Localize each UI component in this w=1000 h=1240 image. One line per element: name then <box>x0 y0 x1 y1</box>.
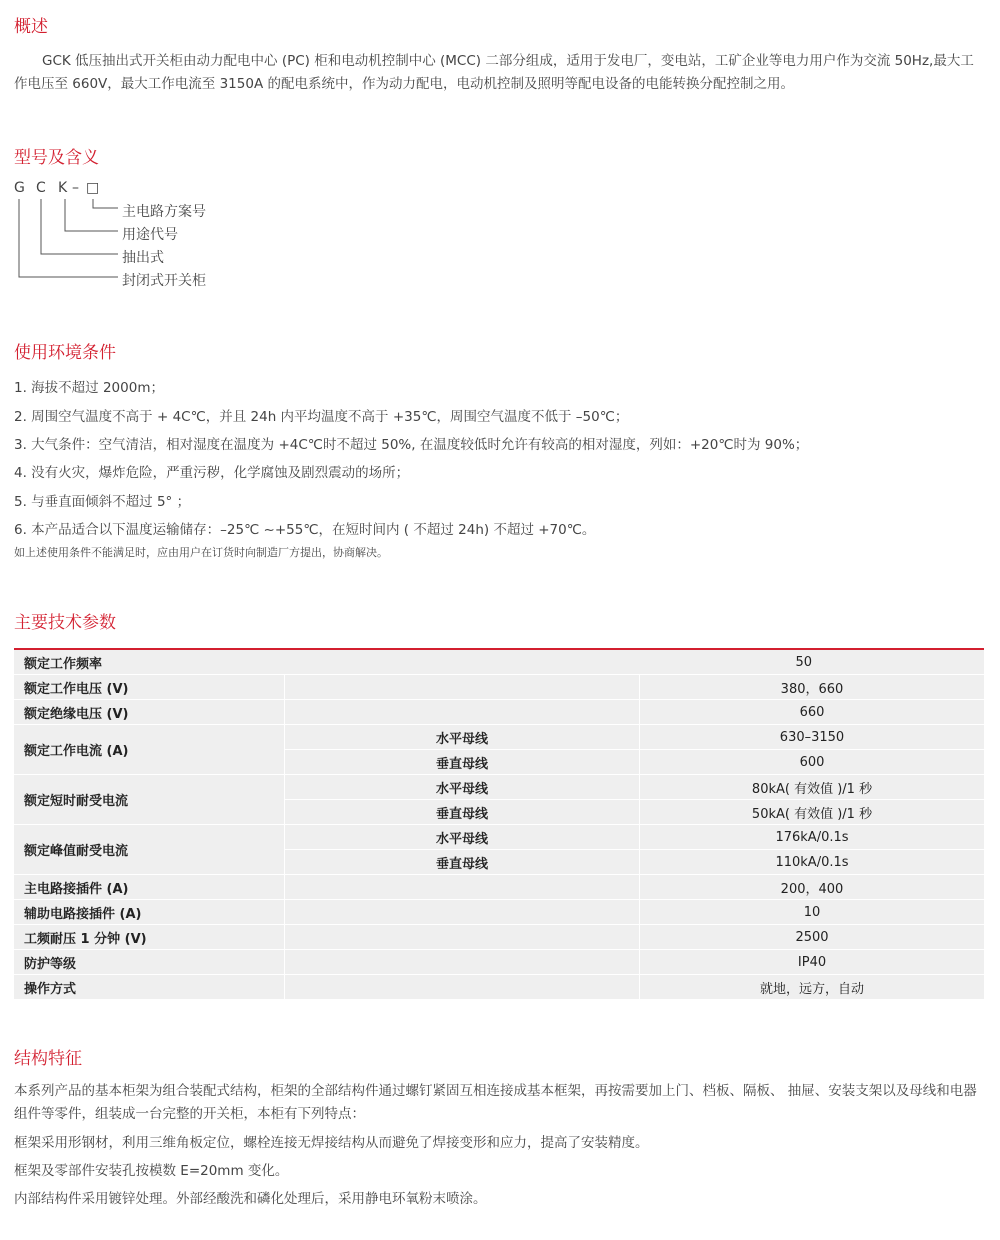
param-label: 额定工作频率 <box>14 649 285 675</box>
table-row <box>14 649 984 675</box>
code-box: □ <box>86 180 100 196</box>
param-sub-label: 水平母线 <box>285 725 640 750</box>
param-value: 600 <box>640 750 985 775</box>
structure-paragraph: 本系列产品的基本柜架为组合装配式结构，柜架的全部结构件通过螺钉紧固互相连接成基本框架，再按需要加上门、档板、隔板、 抽屉、安装支架以及母线和电器组件等零件，组装成一台完整的开关柜，本柜有下列特点： <box>14 1083 977 1122</box>
overview-title: 概述 <box>14 17 48 37</box>
param-sub-label: 垂直母线 <box>285 750 640 775</box>
label-main-circuit: 主电路方案号 <box>122 204 206 220</box>
bracket-line-enclosed <box>19 199 118 277</box>
param-label: 辅助电路接插件 (A) <box>14 900 285 925</box>
param-value-text: 50 <box>795 654 812 670</box>
param-label: 防护等级 <box>14 950 285 975</box>
param-sub-empty <box>285 675 640 700</box>
param-value: 50kA( 有效值 )/1 秒 <box>640 800 985 825</box>
param-value: 380，660 <box>640 675 985 700</box>
param-label: 额定峰值耐受电流 <box>14 825 285 875</box>
conditions-title: 使用环境条件 <box>14 343 116 363</box>
table-row <box>14 725 984 750</box>
param-value: 110kA/0.1s <box>640 850 985 875</box>
param-value: 就地，远方，自动 <box>640 975 985 1000</box>
label-enclosed: 封闭式开关柜 <box>122 273 206 289</box>
table-row <box>14 675 984 700</box>
condition-item: 2. 周围空气温度不高于 + 4C℃，并且 24h 内平均温度不高于 +35℃，周围空气温度不低于 –50℃； <box>14 409 629 425</box>
param-sub-empty <box>285 700 640 725</box>
condition-item: 4. 没有火灾，爆炸危险，严重污秽，化学腐蚀及剧烈震动的场所； <box>14 465 410 481</box>
param-label: 主电路接插件 (A) <box>14 875 285 900</box>
table-row <box>14 700 984 725</box>
structure-paragraph: 内部结构件采用镀锌处理。外部经酸洗和磷化处理后，采用静电环氧粉末喷涂。 <box>14 1191 487 1207</box>
condition-item: 1. 海拔不超过 2000m； <box>14 380 164 396</box>
param-value: 200，400 <box>640 875 985 900</box>
bracket-lines <box>12 180 132 292</box>
condition-item: 5. 与垂直面倾斜不超过 5° ； <box>14 494 191 510</box>
param-value: 176kA/0.1s <box>640 825 985 850</box>
param-sub-label: 水平母线 <box>285 775 640 800</box>
param-label: 额定短时耐受电流 <box>14 775 285 825</box>
label-drawout: 抽出式 <box>122 250 164 266</box>
model-title: 型号及含义 <box>14 148 99 168</box>
code-letter-c: C <box>36 180 46 196</box>
structure-title: 结构特征 <box>14 1049 82 1069</box>
param-sub-label: 垂直母线 <box>285 850 640 875</box>
table-row <box>14 950 984 975</box>
param-value: 630–3150 <box>640 725 985 750</box>
param-value: 10 <box>640 900 985 925</box>
param-value <box>285 649 985 675</box>
param-sub-empty <box>285 925 640 950</box>
param-label: 额定工作电流 (A) <box>14 725 285 775</box>
condition-item: 3. 大气条件：空气清洁，相对湿度在温度为 +4C℃时不超过 50%, 在温度较低时允许有较高的相对湿度，列如：+20℃时为 90%； <box>14 437 809 453</box>
params-table <box>14 648 984 1000</box>
param-label: 额定工作电压 (V) <box>14 675 285 700</box>
param-sub-empty <box>285 975 640 1000</box>
param-sub-empty <box>285 950 640 975</box>
model-diagram <box>12 180 272 292</box>
param-label: 操作方式 <box>14 975 285 1000</box>
param-label: 工频耐压 1 分钟 (V) <box>14 925 285 950</box>
label-usage-code: 用途代号 <box>122 227 178 243</box>
table-row <box>14 775 984 800</box>
param-value: IP40 <box>640 950 985 975</box>
conditions-note: 如上述使用条件不能满足时，应由用户在订货时向制造厂方提出，协商解决。 <box>14 546 388 559</box>
table-row <box>14 825 984 850</box>
code-dash: – <box>72 180 79 196</box>
param-value: 2500 <box>640 925 985 950</box>
table-row <box>14 900 984 925</box>
param-sub-label: 垂直母线 <box>285 800 640 825</box>
param-sub-empty <box>285 900 640 925</box>
code-letter-k: K <box>58 180 68 196</box>
params-title: 主要技术参数 <box>14 613 116 633</box>
param-label: 额定绝缘电压 (V) <box>14 700 285 725</box>
param-value: 660 <box>640 700 985 725</box>
bracket-line-usage <box>65 199 118 231</box>
bracket-line-drawout <box>41 199 118 254</box>
condition-item: 6. 本产品适合以下温度运输储存：–25℃ ~+55℃，在短时间内 ( 不超过 24h) 不超过 +70℃。 <box>14 522 596 538</box>
code-letter-g: G <box>14 180 25 196</box>
table-row <box>14 975 984 1000</box>
structure-paragraph: 框架采用形钢材，利用三维角板定位，螺栓连接无焊接结构从而避免了焊接变形和应力，提高了安装精度。 <box>14 1135 649 1151</box>
overview-text: GCK 低压抽出式开关柜由动力配电中心 (PC) 柜和电动机控制中心 (MCC) 二部分组成，适用于发电厂，变电站，工矿企业等电力用户作为交流 50Hz,最大工作电压至 660V，最大工作电流至 3150A 的配电系统中，作为动力配电，电动机控制及照明等配电设备的电能转换分配控制之用。 <box>14 53 974 92</box>
param-sub-label: 水平母线 <box>285 825 640 850</box>
param-value: 80kA( 有效值 )/1 秒 <box>640 775 985 800</box>
bracket-line-main-circuit <box>93 199 118 208</box>
structure-paragraph: 框架及零部件安装孔按模数 E=20mm 变化。 <box>14 1163 289 1179</box>
table-row <box>14 925 984 950</box>
param-sub-empty <box>285 875 640 900</box>
table-row <box>14 875 984 900</box>
